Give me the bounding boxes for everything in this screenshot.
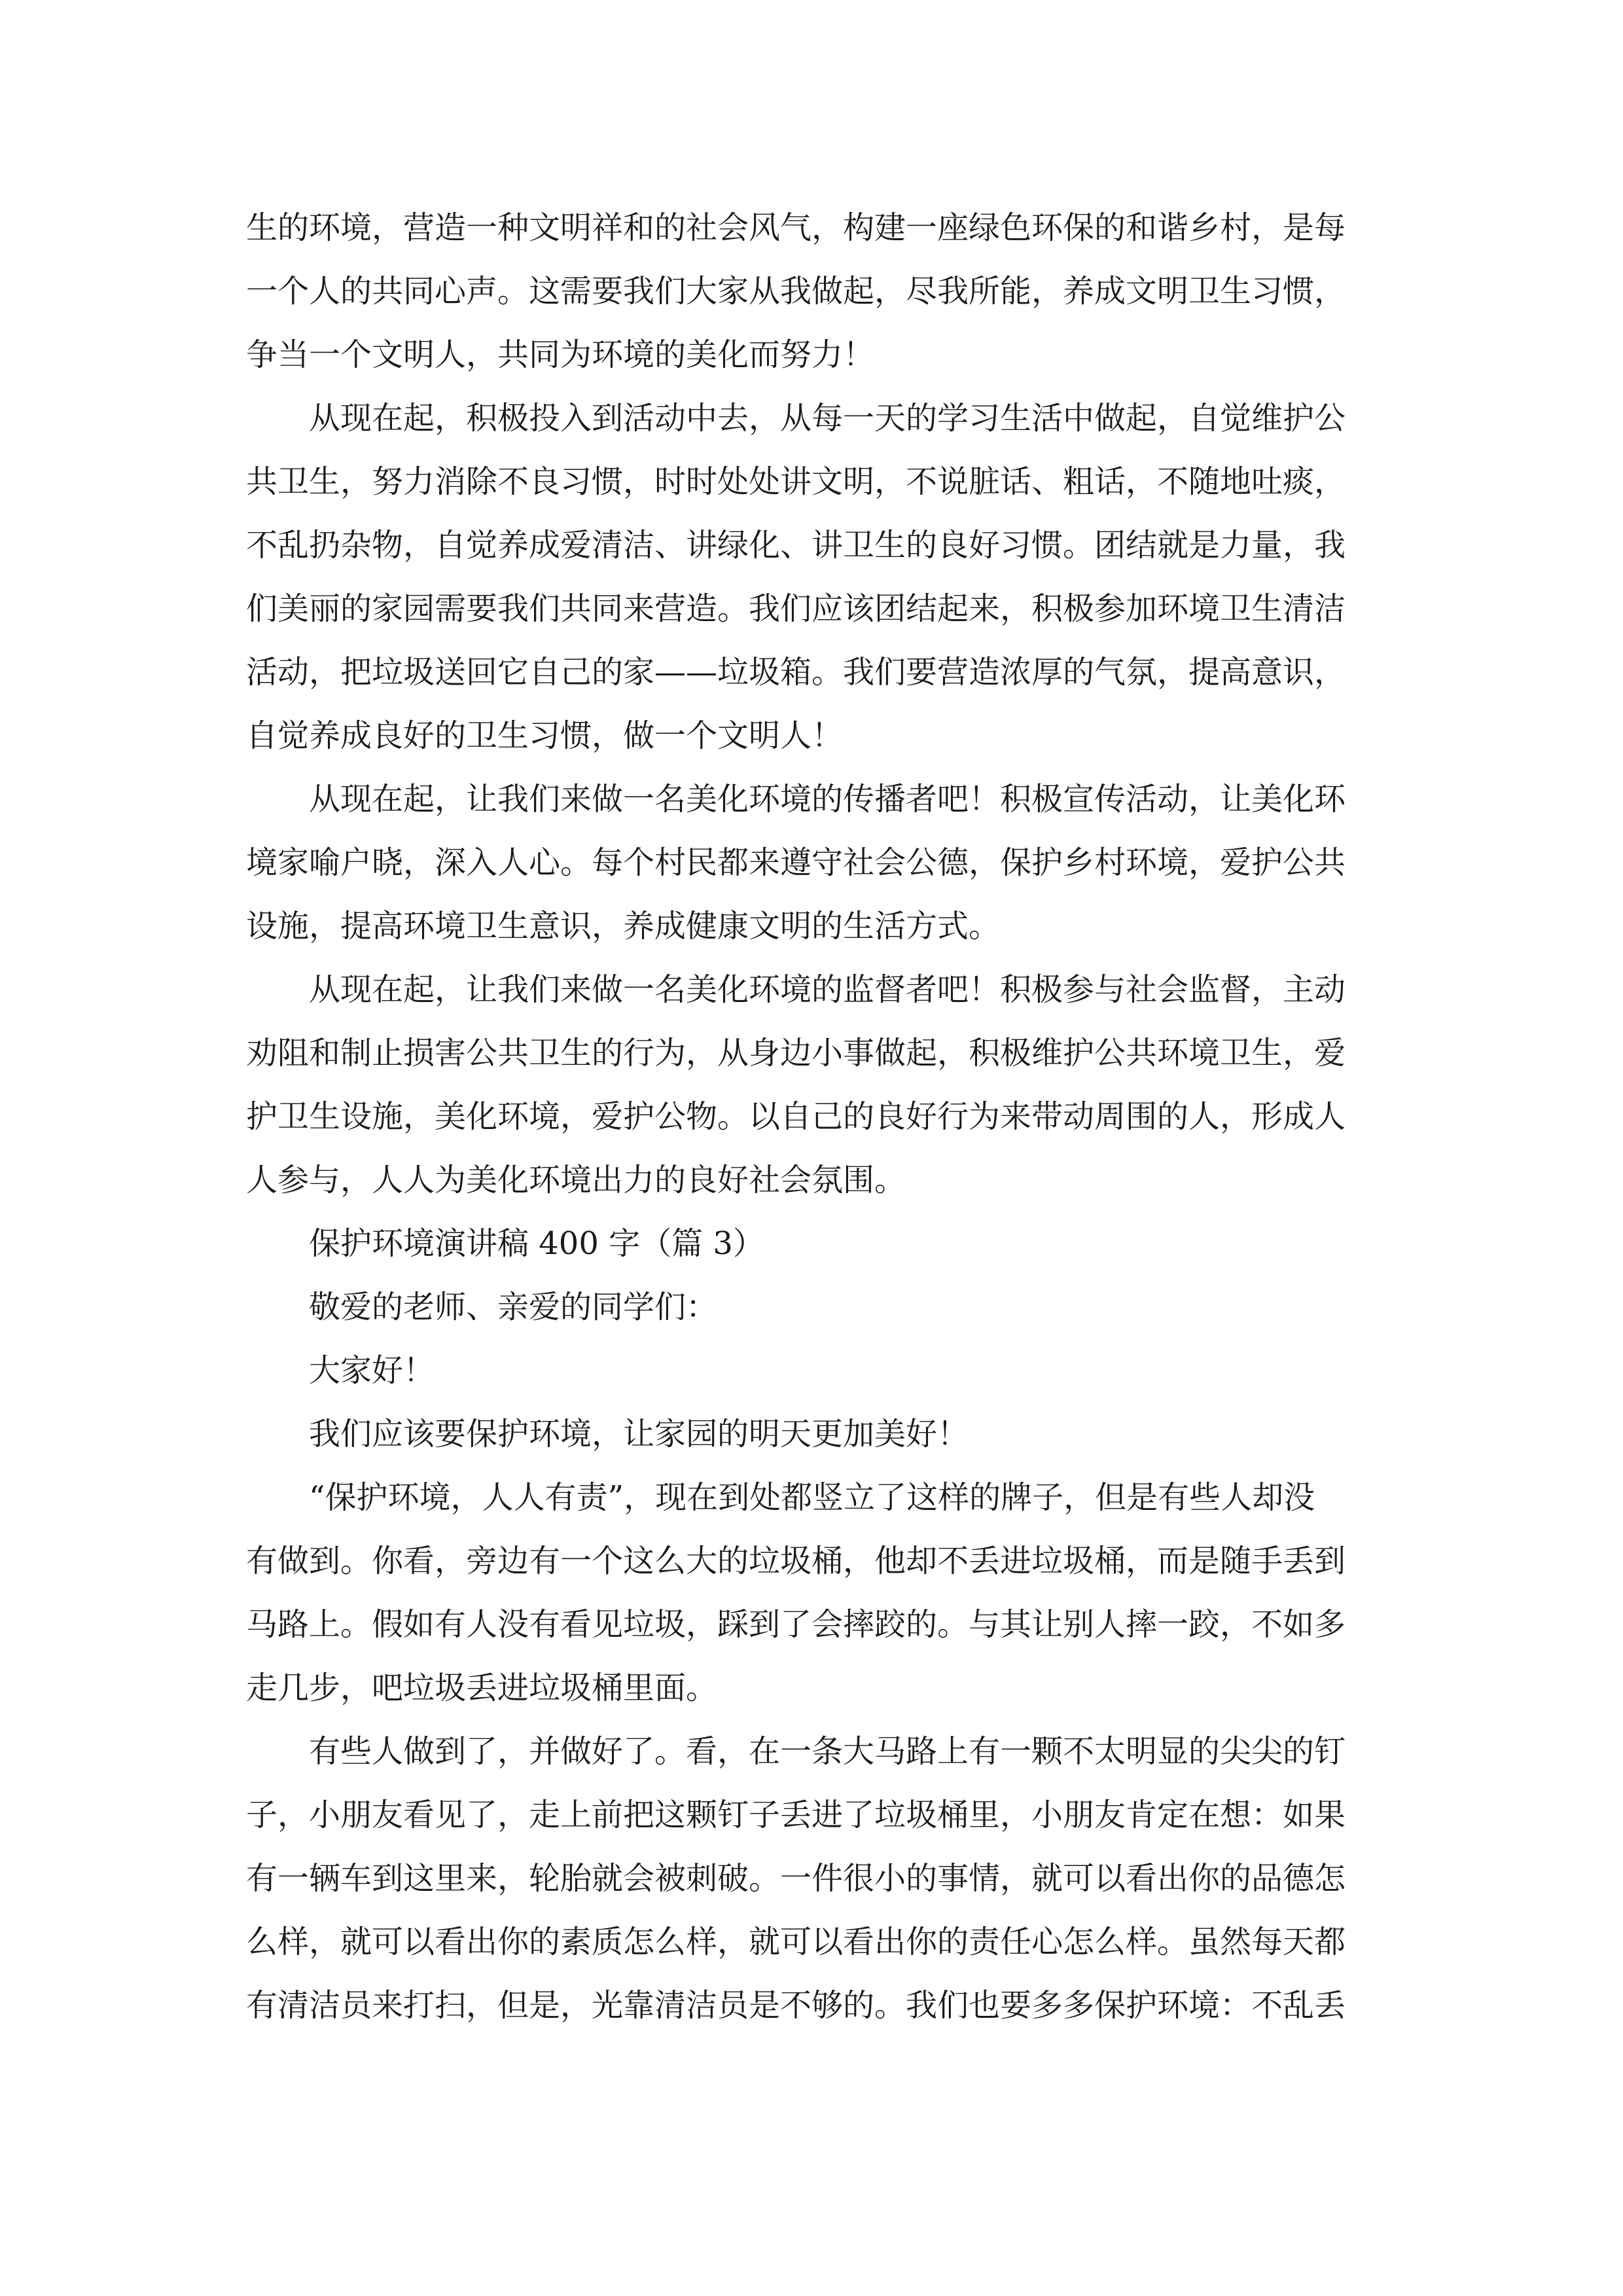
text-line: 共卫生，努力消除不良习惯，时时处处讲文明，不说脏话、粗话，不随地吐痰， bbox=[246, 463, 1346, 500]
greeting: 大家好！ bbox=[309, 1352, 435, 1389]
text-line: 从现在起，让我们来做一名美化环境的监督者吧！积极参与社会监督，主动 bbox=[309, 971, 1346, 1008]
section-heading: 保护环境演讲稿 400 字（篇 3） bbox=[309, 1225, 764, 1262]
text-line: 走几步，吧垃圾丢进垃圾桶里面。 bbox=[246, 1670, 718, 1706]
text-line: 子，小朋友看见了，走上前把这颗钉子丢进了垃圾桶里，小朋友肯定在想：如果 bbox=[246, 1797, 1346, 1833]
text-line: 马路上。假如有人没有看见垃圾，踩到了会摔跤的。与其让别人摔一跤，不如多 bbox=[246, 1606, 1346, 1643]
text-line: 有做到。你看，旁边有一个这么大的垃圾桶，他却不丢进垃圾桶，而是随手丢到 bbox=[246, 1543, 1346, 1579]
text-line: 活动，把垃圾送回它自己的家——垃圾箱。我们要营造浓厚的气氛，提高意识， bbox=[246, 654, 1346, 691]
salutation: 敬爱的老师、亲爱的同学们： bbox=[309, 1289, 718, 1325]
text-line: 有清洁员来打扫，但是，光靠清洁员是不够的。我们也要多多保护环境：不乱丢 bbox=[246, 1987, 1346, 2024]
text-line: 生的环境，营造一种文明祥和的社会风气，构建一座绿色环保的和谐乡村，是每 bbox=[246, 209, 1346, 246]
text-line: 人参与，人人为美化环境出力的良好社会氛围。 bbox=[246, 1162, 906, 1198]
text-line: 劝阻和制止损害公共卫生的行为，从身边小事做起，积极维护公共环境卫生，爱 bbox=[246, 1035, 1346, 1071]
text-line: 境家喻户晓，深入人心。每个村民都来遵守社会公德，保护乡村环境，爱护公共 bbox=[246, 844, 1346, 881]
text-line: 争当一个文明人，共同为环境的美化而努力！ bbox=[246, 336, 875, 373]
text-line: 不乱扔杂物，自觉养成爱清洁、讲绿化、讲卫生的良好习惯。团结就是力量，我 bbox=[246, 527, 1346, 564]
text-line: 一个人的共同心声。这需要我们大家从我做起，尽我所能，养成文明卫生习惯， bbox=[246, 273, 1346, 310]
text-line: 护卫生设施，美化环境，爱护公物。以自己的良好行为来带动周围的人，形成人 bbox=[246, 1098, 1346, 1135]
text-line: 从现在起，让我们来做一名美化环境的传播者吧！积极宣传活动，让美化环 bbox=[309, 781, 1346, 817]
text-line: 们美丽的家园需要我们共同来营造。我们应该团结起来，积极参加环境卫生清洁 bbox=[246, 590, 1346, 627]
text-line: 我们应该要保护环境，让家园的明天更加美好！ bbox=[309, 1416, 969, 1452]
text-line: “保护环境，人人有责”，现在到处都竖立了这样的牌子，但是有些人却没 bbox=[309, 1479, 1315, 1516]
text-line: 么样，就可以看出你的素质怎么样，就可以看出你的责任心怎么样。虽然每天都 bbox=[246, 1924, 1346, 1960]
text-line: 有些人做到了，并做好了。看，在一条大马路上有一颗不太明显的尖尖的钉 bbox=[309, 1733, 1346, 1770]
text-line: 从现在起，积极投入到活动中去，从每一天的学习生活中做起，自觉维护公 bbox=[309, 400, 1346, 437]
document-body bbox=[246, 196, 1374, 2037]
text-line: 自觉养成良好的卫生习惯，做一个文明人！ bbox=[246, 717, 844, 754]
text-line: 设施，提高环境卫生意识，养成健康文明的生活方式。 bbox=[246, 908, 1001, 944]
text-line: 有一辆车到这里来，轮胎就会被刺破。一件很小的事情，就可以看出你的品德怎 bbox=[246, 1860, 1346, 1897]
